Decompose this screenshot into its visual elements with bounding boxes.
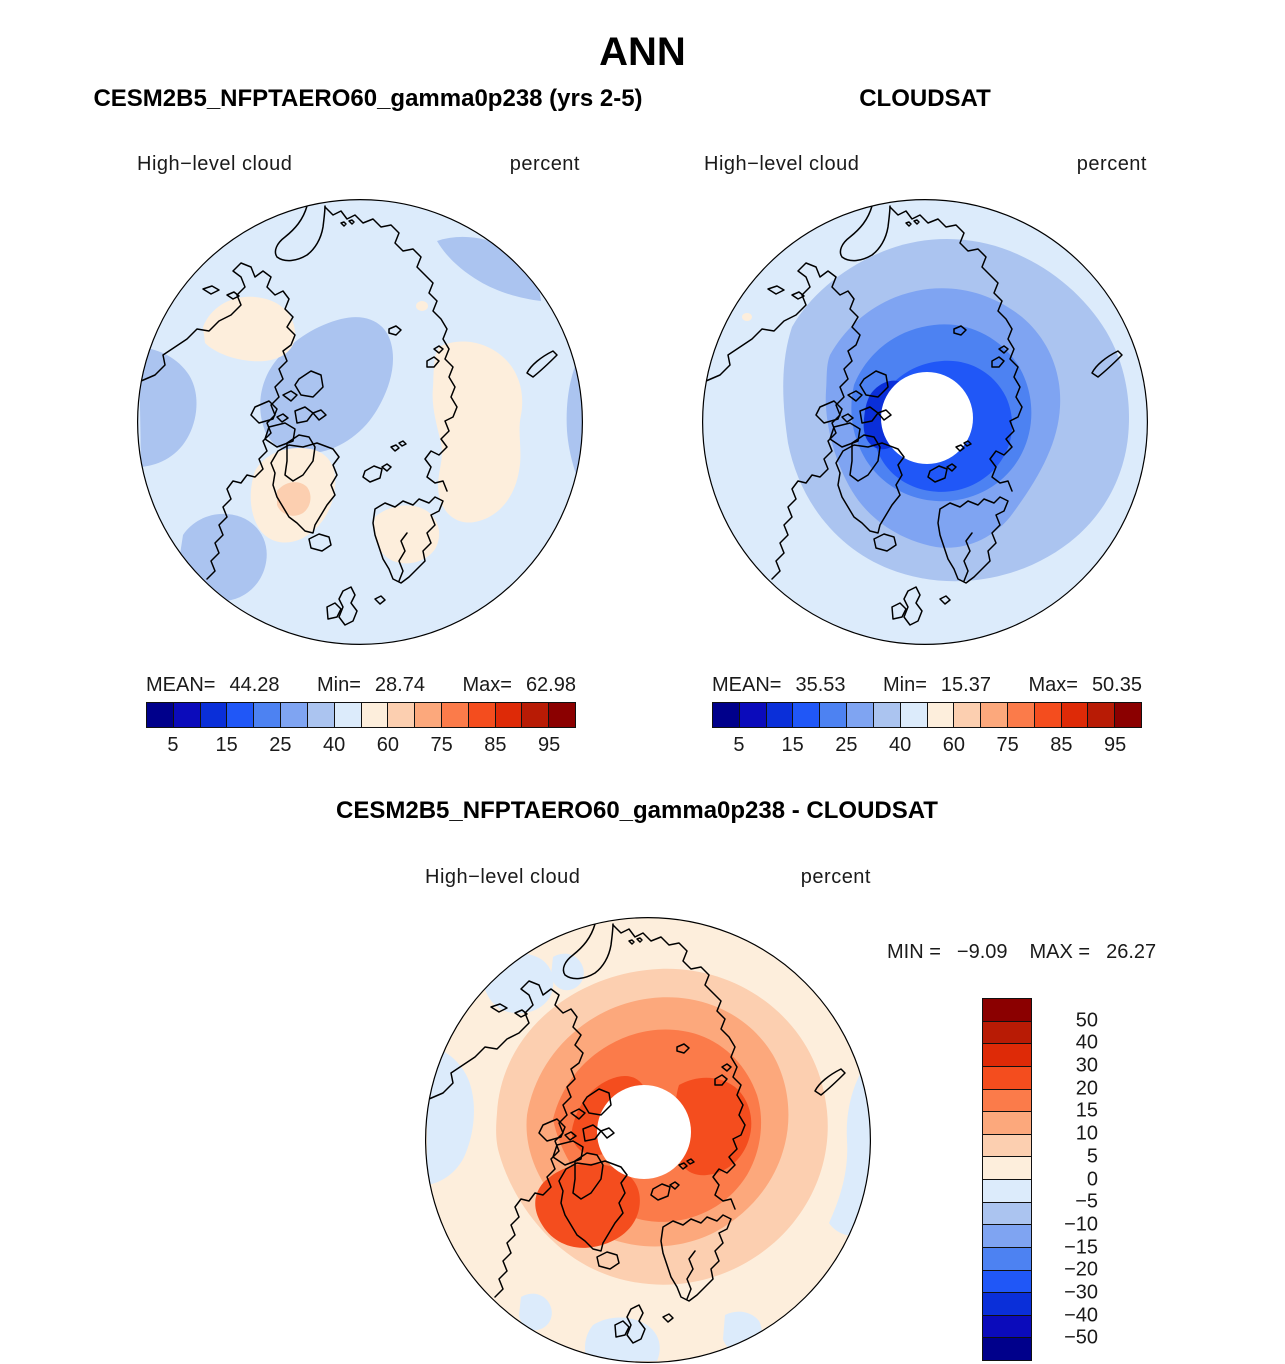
colorbar-cell	[280, 702, 308, 728]
stat-label: MEAN=	[146, 674, 216, 696]
colorbar-cell	[712, 702, 740, 728]
colorbar-tick-label: −10	[1064, 1213, 1098, 1236]
colorbar-cell	[792, 702, 820, 728]
colorbar-cell	[982, 1202, 1032, 1226]
panel-title-cloudsat: CLOUDSAT	[859, 85, 991, 112]
map-cloudsat	[702, 199, 1148, 645]
stat-value: −9.09	[956, 941, 1008, 963]
stat-label: Max=	[1028, 674, 1078, 696]
colorbar-cell	[873, 702, 901, 728]
colorbar-cell	[361, 702, 389, 728]
colorbar-cell	[982, 1315, 1032, 1339]
colorbar-tick-label: 5	[167, 734, 179, 756]
colorbar-cell	[927, 702, 955, 728]
colorbar-tick-label: 60	[376, 734, 399, 756]
colorbar-cell	[1061, 702, 1089, 728]
stat-value: 35.53	[795, 674, 846, 696]
colorbar-cell	[982, 1224, 1032, 1248]
main-title: ANN	[599, 30, 686, 74]
field-units-row-model	[137, 153, 580, 176]
colorbar-cell	[1007, 702, 1035, 728]
colorbar-tick-label: 5	[1086, 1145, 1098, 1168]
contour-region	[433, 342, 523, 523]
stat-label: Min=	[317, 674, 361, 696]
colorbar-cell	[982, 1337, 1032, 1361]
colorbar-model	[146, 702, 576, 728]
colorbar-cell	[414, 702, 442, 728]
colorbar-difference	[982, 998, 1032, 1361]
stat-label: MIN =	[887, 941, 941, 963]
colorbar-tick-label: −30	[1064, 1281, 1098, 1304]
map-model	[137, 199, 583, 645]
colorbar-cell	[982, 1156, 1032, 1180]
colorbar-cell	[766, 702, 794, 728]
colorbar-cell	[982, 1066, 1032, 1090]
colorbar-tick-label: 25	[269, 734, 292, 756]
colorbar-cell	[1034, 702, 1062, 728]
colorbar-cell	[468, 702, 496, 728]
colorbar-cell	[846, 702, 874, 728]
colorbar-tick-label: 75	[430, 734, 453, 756]
stat-value: 15.37	[940, 674, 991, 696]
colorbar-tick-label: 50	[1075, 1009, 1098, 1032]
colorbar-cell	[1087, 702, 1115, 728]
colorbar-cell	[819, 702, 847, 728]
colorbar-tick-label: 15	[781, 734, 804, 756]
colorbar-tick-label: 95	[1104, 734, 1127, 756]
colorbar-tick-label: 60	[942, 734, 965, 756]
colorbar-cell	[334, 702, 362, 728]
stat-value: 26.27	[1106, 941, 1157, 963]
field-units-row-cloudsat	[704, 153, 1147, 176]
field-units-row-difference	[425, 866, 871, 889]
colorbar-cell	[982, 1292, 1032, 1316]
units-label: percent	[800, 866, 871, 888]
stat-value: 50.35	[1091, 674, 1142, 696]
colorbar-tick-label: 10	[1075, 1122, 1098, 1145]
colorbar-tick-label: 5	[733, 734, 745, 756]
colorbar-cell	[146, 702, 174, 728]
contour-region	[277, 482, 310, 516]
colorbar-cell	[495, 702, 523, 728]
stat-value: 28.74	[374, 674, 425, 696]
colorbar-cell	[441, 702, 469, 728]
colorbar-tick-label: −15	[1064, 1236, 1098, 1259]
colorbar-tick-label: 85	[484, 734, 507, 756]
colorbar-cell	[307, 702, 335, 728]
colorbar-cell	[226, 702, 254, 728]
colorbar-tick-label: 40	[1075, 1031, 1098, 1054]
field-label: High−level cloud	[704, 153, 860, 175]
field-label: High−level cloud	[425, 866, 581, 888]
colorbar-ticks-cloudsat	[712, 734, 1142, 758]
contour-region	[416, 301, 428, 311]
stat-value: 44.28	[229, 674, 280, 696]
colorbar-cell	[982, 1111, 1032, 1135]
colorbar-tick-label: 0	[1086, 1168, 1098, 1190]
colorbar-tick-label: 40	[889, 734, 912, 756]
stat-value: 62.98	[525, 674, 576, 696]
stats-row-cloudsat	[712, 674, 1142, 697]
colorbar-cell	[982, 998, 1032, 1022]
colorbar-cell	[548, 702, 576, 728]
colorbar-tick-label: 75	[996, 734, 1019, 756]
colorbar-cell	[953, 702, 981, 728]
colorbar-cell	[982, 1021, 1032, 1045]
colorbar-cell	[521, 702, 549, 728]
colorbar-tick-label: 25	[835, 734, 858, 756]
stats-row-model	[146, 674, 576, 697]
colorbar-ticks-difference	[1040, 998, 1098, 1361]
colorbar-cell	[253, 702, 281, 728]
colorbar-tick-label: 30	[1075, 1054, 1098, 1077]
colorbar-tick-label: 40	[323, 734, 346, 756]
colorbar-tick-label: 85	[1050, 734, 1073, 756]
colorbar-cell	[387, 702, 415, 728]
pole-data-hole	[597, 1085, 691, 1179]
colorbar-cloudsat	[712, 702, 1142, 728]
contour-region	[742, 313, 752, 321]
colorbar-tick-label: 95	[538, 734, 561, 756]
field-label: High−level cloud	[137, 153, 293, 175]
colorbar-tick-label: 15	[215, 734, 238, 756]
colorbar-tick-label: −20	[1064, 1258, 1098, 1281]
colorbar-tick-label: −5	[1075, 1190, 1098, 1213]
colorbar-cell	[173, 702, 201, 728]
map-difference	[425, 917, 871, 1363]
stat-label: Min=	[883, 674, 927, 696]
colorbar-cell	[739, 702, 767, 728]
colorbar-ticks-model	[146, 734, 576, 758]
colorbar-cell	[982, 1247, 1032, 1271]
panel-title-difference: CESM2B5_NFPTAERO60_gamma0p238 - CLOUDSAT	[336, 797, 938, 824]
colorbar-cell	[200, 702, 228, 728]
colorbar-cell	[982, 1089, 1032, 1113]
colorbar-tick-label: 20	[1075, 1077, 1098, 1100]
stat-label: MEAN=	[712, 674, 782, 696]
colorbar-cell	[900, 702, 928, 728]
colorbar-cell	[982, 1134, 1032, 1158]
stat-label: Max=	[462, 674, 512, 696]
colorbar-tick-label: 15	[1075, 1099, 1098, 1122]
colorbar-cell	[982, 1043, 1032, 1067]
colorbar-cell	[1114, 702, 1142, 728]
panel-title-model: CESM2B5_NFPTAERO60_gamma0p238 (yrs 2-5)	[93, 85, 643, 112]
stats-row-difference	[887, 941, 1156, 964]
colorbar-tick-label: −40	[1064, 1304, 1098, 1327]
colorbar-cell	[980, 702, 1008, 728]
colorbar-cell	[982, 1270, 1032, 1294]
colorbar-tick-label: −50	[1064, 1326, 1098, 1349]
units-label: percent	[1076, 153, 1147, 175]
units-label: percent	[509, 153, 580, 175]
colorbar-cell	[982, 1179, 1032, 1203]
stat-label: MAX =	[1029, 941, 1091, 963]
